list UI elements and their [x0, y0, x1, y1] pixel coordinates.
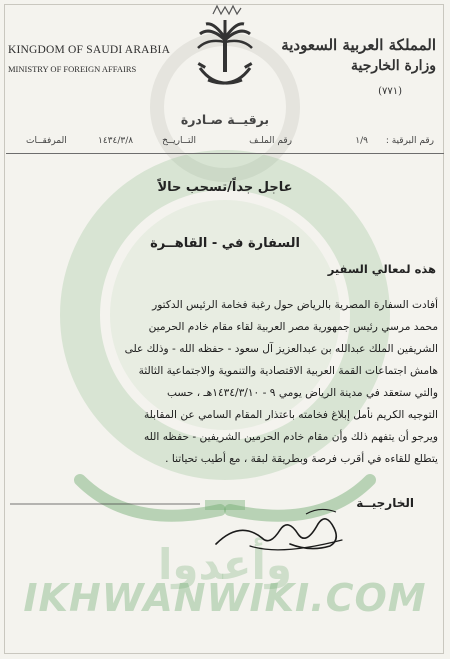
watermark-bar [10, 503, 200, 505]
body-line: والتي ستعقد في مدينة الرياض يومي ٩ - ١٤٣٤/٣/١٠هـ ، حسب [167, 387, 438, 399]
file-number-label: رقم الملـف [249, 136, 292, 146]
addressee-line: هذه لمعالي السفير [327, 262, 436, 276]
telegram-number-label: رقم البرقية : [385, 136, 434, 146]
date-value: ١٤٣٤/٣/٨ [98, 136, 134, 146]
letter-body [14, 294, 438, 470]
signoff-ministry: الخارجيــة [356, 496, 414, 510]
letterhead-arabic-ministry: وزارة الخارجية [351, 58, 436, 74]
handwritten-signature-icon [210, 500, 350, 560]
body-line: الشريفين الملك عبدالله بن عبدالعزيز آل سعود - حفظه الله - وذلك على [124, 343, 438, 355]
meta-divider [6, 153, 444, 154]
letterhead-arabic-code: (٧٧١) [378, 86, 402, 97]
letterhead-english-kingdom: KINGDOM OF SAUDI ARABIA [8, 44, 171, 56]
body-line: هامش اجتماعات القمة العربية الاقتصادية والتنموية والاجتماعية الثالثة [138, 365, 438, 377]
document-code-icon [212, 4, 242, 16]
date-label: التــاريــخ [162, 136, 196, 146]
body-line: محمد مرسي رئيس جمهورية مصر العربية لقاء مقام خادم الحرمين [148, 321, 438, 333]
letterhead-english-ministry: MINISTRY OF FOREIGN AFFAIRS [8, 64, 137, 74]
urgent-notice: عاجل جداً/تسحب حالاً [157, 180, 293, 195]
letterhead-arabic-kingdom: المملكة العربية السعودية [281, 36, 436, 54]
telegram-number-value: ١/٩ [355, 136, 368, 146]
recipient-embassy: السفارة في - القاهــرة [150, 236, 300, 251]
body-line: يتطلع للقاءه في أقرب فرصة وبطريقة لبقة ، مع أطيب تحياتنا . [165, 453, 438, 465]
palm-and-crossed-swords-emblem-icon [196, 20, 254, 98]
telegram-meta-row [8, 134, 442, 154]
body-line: التوجيه الكريم نأمل إبلاغ فخامته باعتذار المقام السامي عن المقابلة [143, 409, 438, 421]
body-line: ويرجو أن يتفهم ذلك وأن مقام خادم الحرمين الشريفين - حفظه الله [143, 431, 438, 443]
attachments-label: المرفقــات [26, 136, 67, 146]
telegram-type-label: برقيــة صـادرة [180, 112, 270, 127]
body-line: أفادت السفارة المصرية بالرياض حول رغبة فخامة الرئيس الدكتور [152, 299, 438, 311]
watermark-arabic-text: وأعدوا [158, 540, 292, 589]
watermark-site-text: IKHWANWIKI.COM [23, 576, 427, 620]
